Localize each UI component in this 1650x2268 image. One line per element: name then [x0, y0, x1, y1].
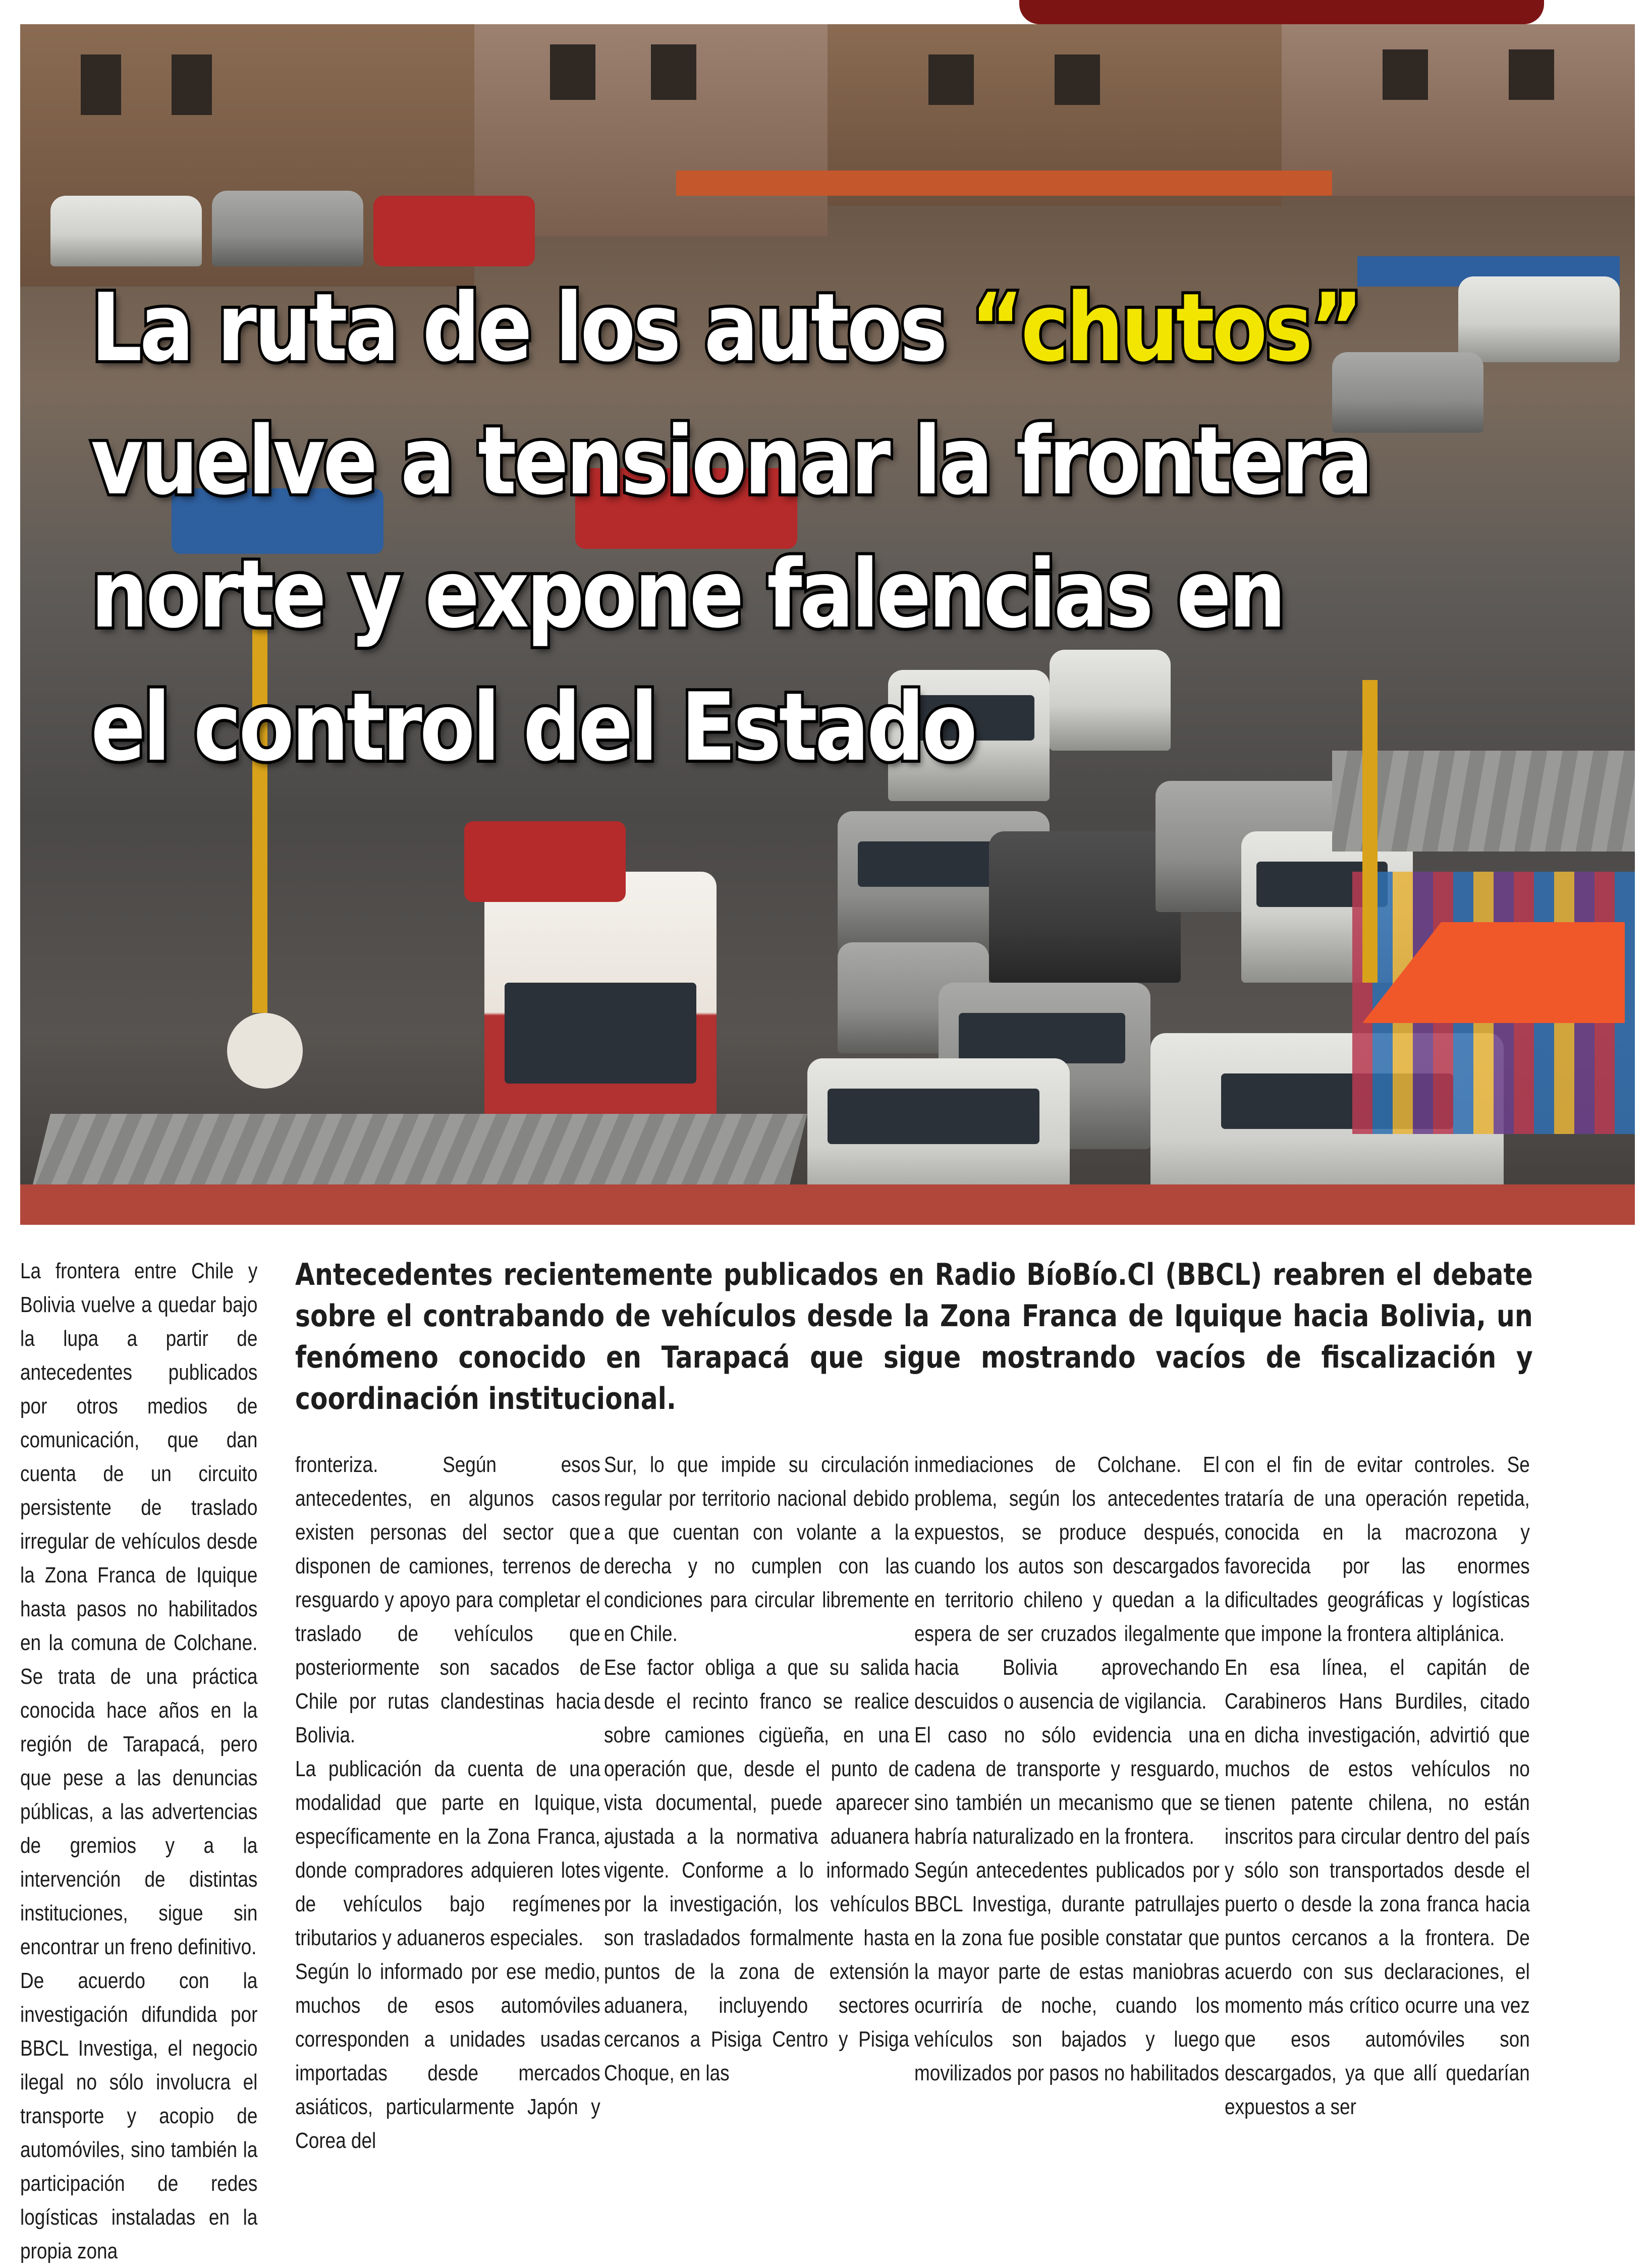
window [651, 44, 696, 100]
vehicle [50, 196, 202, 266]
window [550, 44, 595, 100]
header-accent-bar [1019, 0, 1544, 24]
paragraph: La publicación da cuenta de una modalidad que parte en Iquique, específicamente en la Zona Franca, donde compradores adquieren lotes de vehículos bajo regímenes tributarios y aduaneros especiales. [295, 1756, 600, 1950]
window [928, 54, 974, 105]
paragraph: fronteriza. Según esos antecedentes, en algunos casos existen personas del sector que disponen de camiones, terrenos de resguardo y apoyo para completar el traslado de vehículos que posteriormente son sacados de Chile por rutas clandestinas hacia Bolivia. [295, 1452, 600, 1747]
foreground-wall [20, 1184, 1635, 1225]
paragraph: De acuerdo con la investigación difundida por BBCL Investiga, el negocio ilegal no sólo involucra el transporte y acopio de automóviles, sino también la participación de redes logísticas instaladas en la propia zona [20, 1968, 258, 2263]
building [1282, 24, 1635, 196]
body-column-1 [295, 1448, 600, 2158]
paragraph: En esa línea, el capitán de Carabineros Hans Burdiles, citado en dicha investigación, advirtió que muchos de estos vehículos no tienen patente chilena, no están inscritos para circular dentro del país y sólo son transportados desde el puerto o desde la zona franca hacia puntos cercanos a la frontera. De acuerdo con sus declaraciones, el momento más crítico ocurre una vez que esos automóviles son descargados, ya que allí quedarían expuestos a ser [1225, 1655, 1530, 2119]
vehicle [212, 191, 363, 266]
paragraph: inmediaciones de Colchane. El problema, según los antecedentes expuestos, se produce después, cuando los autos son descargados en territorio chileno y quedan a la espera de ser cruzados ilegalmente hacia Bolivia aprovechando descuidos o ausencia de vigilancia. [914, 1452, 1220, 1714]
headline-text-before: La ruta de los autos [91, 273, 971, 382]
window [1509, 49, 1554, 100]
umsa-sign [227, 1013, 303, 1089]
paragraph: Sur, lo que impide su circulación regular por territorio nacional debido a que cuentan con volante a la derecha y no cumplen con las condiciones para circular libremente en Chile. [604, 1452, 909, 1646]
bus-roof [373, 196, 535, 266]
body-column-3 [914, 1448, 1220, 2090]
window [1383, 49, 1428, 100]
window [81, 54, 121, 115]
tin-roof [1332, 751, 1635, 852]
lead-paragraph: Antecedentes recientemente publicados en Radio BíoBío.Cl (BBCL) reabren el debate sobre el contrabando de vehículos desde la Zona Franca de Iquique hacia Bolivia, un fenómeno conocido en Tarapacá que sigue mostrando vacíos de fiscalización y coordinación institucional. [295, 1257, 1533, 1416]
window [172, 54, 212, 115]
paragraph: con el fin de evitar controles. Se trataría de una operación repetida, conocida en la macrozona y favorecida por las enormes dificultades geográficas y logísticas que impone la frontera altiplánica. [1225, 1452, 1530, 1646]
windshield [828, 1089, 1039, 1144]
vehicle [989, 831, 1181, 983]
headline-highlight: “chutos” [970, 273, 1361, 382]
windshield [959, 1013, 1125, 1063]
window [1055, 54, 1100, 105]
paragraph: Ese factor obliga a que su salida desde el recinto franco se realice sobre camiones cigüeña, en una operación que, desde el punto de vista documental, puede aparecer ajustada a la normativa aduanera vigente. Conforme a lo informado por la investigación, los vehículos son trasladados formalmente hasta puntos de la zona de extensión aduanera, incluyendo sectores cercanos a Pisiga Centro y Pisiga Choque, en las [604, 1655, 909, 2085]
headline [91, 261, 1376, 794]
vehicle [1458, 276, 1620, 362]
windshield [505, 983, 696, 1084]
paragraph: La frontera entre Chile y Bolivia vuelve a quedar bajo la lupa a partir de antecedentes publicados por otros medios de comunicación, que dan cuenta de un circuito persistente de traslado irregular de vehículos desde la Zona Franca de Iquique hasta pasos no habilitados en la comuna de Colchane. Se trata de una práctica conocida hace años en la región de Tarapacá, pero que pese a las denuncias públicas, a las advertencias de gremios y a la intervención de distintas instituciones, sigue sin encontrar un freno definitivo. [20, 1259, 258, 1959]
awning [676, 171, 1332, 196]
body-column-2 [604, 1448, 909, 2090]
hero-photo [20, 24, 1635, 1225]
paragraph: El caso no sólo evidencia una cadena de transporte y resguardo, sino también un mecanismo que se habría naturalizado en la frontera. [914, 1723, 1220, 1849]
paragraph: Según lo informado por ese medio, muchos de esos automóviles corresponden a unidades usadas importadas desde mercados asiáticos, particularmente Japón y Corea del [295, 1959, 600, 2153]
paragraph: Según antecedentes publicados por BBCL Investiga, durante patrullajes en la zona fue posible constatar que la mayor parte de estas maniobras ocurriría de noche, cuando los vehículos son bajados y luego movilizados por pasos no habilitados [914, 1858, 1220, 2085]
bus-roof [464, 821, 626, 902]
body-column-4 [1225, 1448, 1530, 2124]
headline-text-after: vuelve a tensionar la frontera norte y expone falencias en el control del Estado [91, 406, 1371, 782]
intro-column [20, 1254, 257, 2268]
